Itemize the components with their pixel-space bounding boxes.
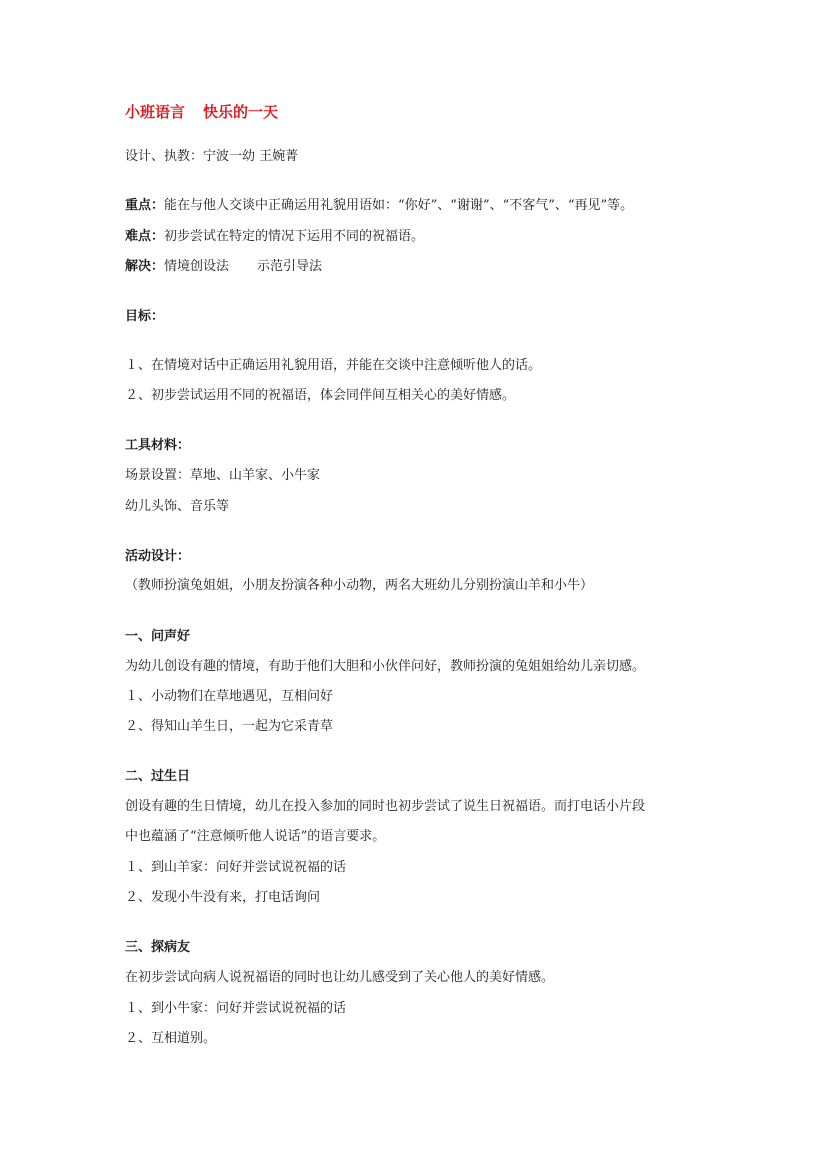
document-title <box>125 103 278 121</box>
step-number: １、 <box>125 860 152 875</box>
step-text: 发现小牛没有来，打电话询问 <box>151 890 321 905</box>
step-text: 互相道别。 <box>151 1031 217 1046</box>
activity-intro: （教师扮演兔姐姐，小朋友扮演各种小动物，两名大班幼儿分别扮演山羊和小牛） <box>125 578 594 593</box>
title-topic: 快乐的一天 <box>203 103 279 121</box>
solution <box>125 259 322 275</box>
goal-item-text: 在情境对话中正确运用礼貌用语，并能在交谈中注意倾听他人的话。 <box>151 358 542 373</box>
solution-method-2: 示范引导法 <box>257 259 323 274</box>
step-number: ２、 <box>125 1031 152 1046</box>
goal-item-number: ２、 <box>125 388 152 403</box>
section-description: 为幼儿创设有趣的情境，有助于他们大胆和小伙伴问好，教师扮演的兔姐姐给幼儿亲切感。 <box>125 659 646 674</box>
goal-item-text: 初步尝试运用不同的祝福语，体会同伴间互相关心的美好情感。 <box>151 388 516 403</box>
section-step <box>125 719 333 735</box>
step-text: 得知山羊生日，一起为它采青草 <box>151 719 334 734</box>
section-description: 在初步尝试向病人说祝福语的同时也让幼儿感受到了关心他人的美好情感。 <box>125 970 555 985</box>
section-step <box>125 1001 346 1017</box>
section-description: 创设有趣的生日情境，幼儿在投入参加的同时也初步尝试了说生日祝福语。而打电话小片段 <box>125 799 646 814</box>
materials-heading: 工具材料： <box>125 438 191 453</box>
step-text: 到小牛家：问好并尝试说祝福的话 <box>151 1001 347 1016</box>
difficulty-text: 初步尝试在特定的情况下运用不同的祝福语。 <box>164 229 425 244</box>
goal-item <box>125 358 541 374</box>
activity-heading: 活动设计： <box>125 549 191 564</box>
section-heading: 二、过生日 <box>125 769 191 784</box>
section-step <box>125 1031 216 1047</box>
section-heading: 三、探病友 <box>125 940 191 955</box>
difficulty <box>125 229 424 245</box>
step-number: ２、 <box>125 719 152 734</box>
section-description: 中也蕴涵了“注意倾听他人说话”的语言要求。 <box>125 829 386 844</box>
step-text: 到山羊家：问好并尝试说祝福的话 <box>151 860 347 875</box>
section-step <box>125 689 333 705</box>
goal-item <box>125 388 515 404</box>
author-line: 设计、执教：宁波一幼 王婉菁 <box>125 149 299 164</box>
step-number: ２、 <box>125 890 152 905</box>
section-step <box>125 860 346 876</box>
solution-method-1: 情境创设法 <box>164 259 230 274</box>
materials-line: 幼儿头饰、音乐等 <box>125 499 230 514</box>
difficulty-label: 难点： <box>125 229 165 244</box>
materials-line: 场景设置：草地、山羊家、小牛家 <box>125 468 321 483</box>
step-text: 小动物们在草地遇见，互相问好 <box>151 689 334 704</box>
section-step <box>125 890 320 906</box>
step-number: １、 <box>125 1001 152 1016</box>
goal-item-number: １、 <box>125 358 152 373</box>
key-point-text: 能在与他人交谈中正确运用礼貌用语如：“你好”、“谢谢”、“不客气”、“再见”等。 <box>164 198 634 213</box>
key-point-label: 重点： <box>125 198 165 213</box>
goals-heading: 目标： <box>125 309 165 324</box>
title-subject: 小班语言 <box>125 103 186 121</box>
step-number: １、 <box>125 689 152 704</box>
section-heading: 一、问声好 <box>125 629 191 644</box>
key-point <box>125 198 633 214</box>
solution-label: 解决： <box>125 259 165 274</box>
